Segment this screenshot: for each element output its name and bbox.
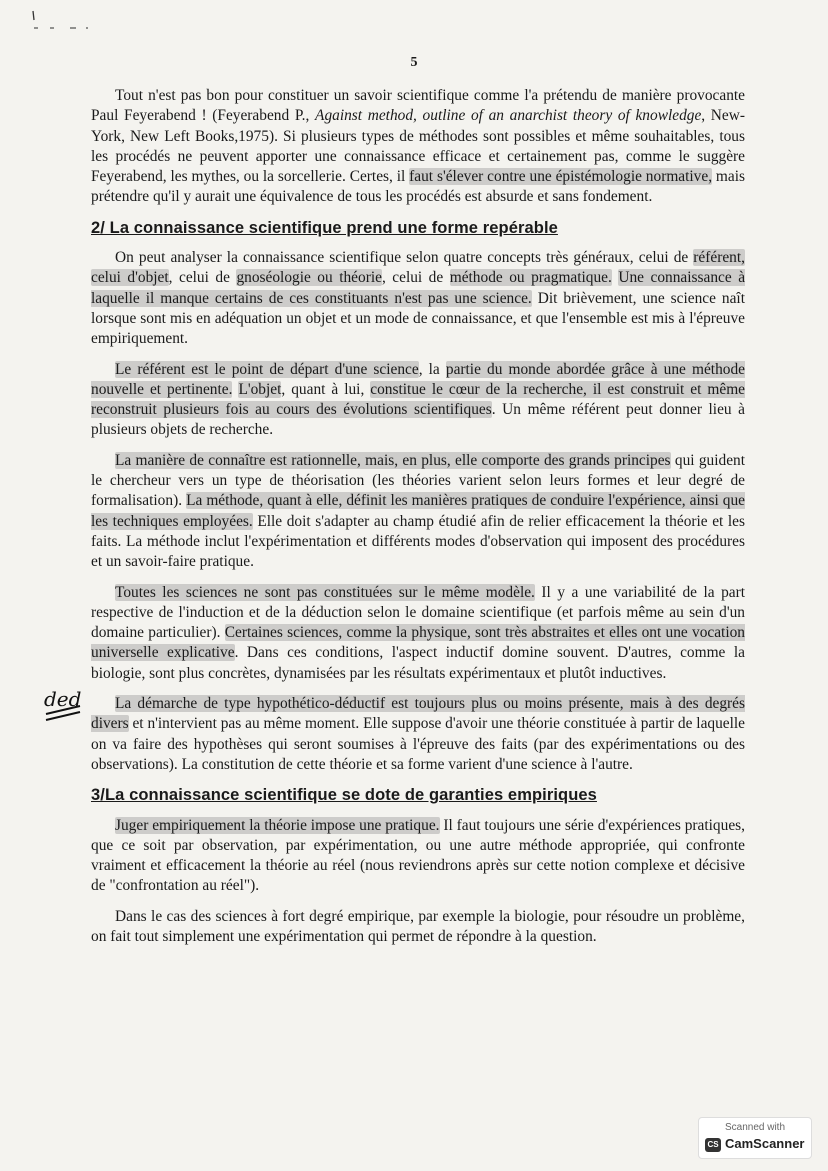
highlight: référent, [693, 249, 745, 267]
highlight: gnoséologie ou théorie [236, 269, 382, 287]
paragraph-hypothetico-deductif: La démarche de type hypothético-déductif est toujours plus ou moins présente, mais à des degrés divers et n'intervient pas au même moment. Elle suppose d'avoir une théorie constituée à partir de laquelle on va faire des hypothèses qui seront soumises à l'épreuve des faits (par des expérimentations ou des observations). La constitution de cette théorie et sa forme varient d'une science à l'autre. [91, 695, 745, 773]
highlight: faut s'élever contre une épistémologie normative, [409, 168, 713, 186]
paragraph-feyerabend: Tout n'est pas bon pour constituer un savoir scientifique comme l'a prétendu de manière provocante Paul Feyerabend ! (Feyerabend P., Against method, outline of an anarchist theory of knowledge, New-York, New Left Books,1975). Si plusieurs types de méthodes sont possibles et même souhaitables, tous les procédés ne peuvent apporter une connaissance efficace et certainement pas, comme le suggère Feyerabend, les mythes, ou la sorcellerie. Certes, il faut s'élever contre une épistémologie normative, mais prétendre qu'il y aurait une équivalence de tous les procédés est absurde et sans fondement. [91, 87, 745, 206]
paragraph-four-concepts: On peut analyser la connaissance scientifique selon quatre concepts très généraux, celui de référent, celui d'objet, celui de gnoséologie ou théorie, celui de méthode ou pragmatique. Une connaissance à laquelle il manque certains de ces constituants n'est pas une science. Dit brièvement, une science naît lorsque sont mis en adéquation un objet et un mode de connaissance, et que l'ensemble est mis à l'épreuve empiriquement. [91, 249, 746, 348]
highlight: constitue le cœur de la recherche, il est construit et même reconstruit plusieurs fois au cours des évolutions scientifiques [91, 380, 745, 419]
paragraph-biologie: Dans le cas des sciences à fort degré empirique, par exemple la biologie, pour résoudre un problème, on fait tout simplement une expérimentation qui permet de répondre à la question. [91, 907, 745, 945]
highlight: partie du monde abordée grâce à une méthode nouvelle et pertinente. [91, 360, 745, 398]
camscanner-logo-icon: CS [705, 1138, 721, 1152]
section-title-2: 2/ La connaissance scientifique prend une forme repérable [91, 218, 558, 237]
highlight: Certaines sciences, comme la physique, sont très abstraites et elles ont une vocation universelle explicative [91, 624, 746, 662]
camscanner-watermark [698, 1117, 812, 1159]
document-body [91, 86, 745, 957]
watermark-caption: Scanned with [724, 1122, 786, 1133]
highlight: La démarche de type hypothético-déductif est toujours plus ou moins présente, mais à des degrés divers [91, 695, 745, 733]
highlight: La manière de connaître est rationnelle, mais, en plus, elle comporte des grands principes [115, 451, 671, 469]
highlight: L'objet [238, 380, 282, 398]
watermark-brand: CamScanner [725, 1136, 805, 1151]
book-title: Against method, outline of an anarchist theory of knowledge [315, 107, 702, 125]
handwritten-margin-note [40, 684, 90, 724]
highlight: Une connaissance à laquelle il manque certains de ces constituants n'est pas une science. [91, 269, 746, 307]
highlight: Toutes les sciences ne sont pas constituées sur le même modèle. [115, 583, 535, 601]
section-title-3: 3/La connaissance scientifique se dote de garanties empiriques [91, 786, 597, 805]
scan-corner-mark [30, 8, 120, 32]
highlight: celui d'objet [91, 269, 169, 287]
paragraph-pratique: Juger empiriquement la théorie impose une pratique. Il faut toujours une série d'expériences pratiques, que ce soit par observation, par expérimentation, ou une autre méthode appropriée, qui confronte vraiment et efficacement la théorie au réel (nous reviendrons après sur cette notion complexe et décisive de "confrontation au réel"). [91, 816, 745, 895]
highlight: La méthode, quant à elle, définit les manières pratiques de conduire l'expérience, ainsi que les techniques employées. [91, 492, 745, 530]
highlight: méthode ou pragmatique. [449, 269, 612, 287]
margin-note-text: ded [44, 687, 82, 711]
page-number: 5 [410, 55, 418, 70]
highlight: Le référent est le point de départ d'une science [115, 360, 419, 378]
paragraph-modeles: Toutes les sciences ne sont pas constituées sur le même modèle. Il y a une variabilité de la part respective de l'induction et de la déduction selon le domaine scientifique (et parfois même au sein d'un domaine particulier). Certaines sciences, comme la physique, sont très abstraites et elles ont une vocation universelle explicative. Dans ces conditions, l'aspect inductif domine souvent. D'autres, comme la biologie, sont plus concrètes, dynamisées par les résultats expérimentaux et plutôt inductives. [91, 583, 746, 682]
highlight: Juger empiriquement la théorie impose une pratique. [115, 816, 440, 834]
paragraph-methode: La manière de connaître est rationnelle, mais, en plus, elle comporte des grands principes qui guident le chercheur vers un type de théorisation (les théories varient selon leurs formes et leur degré de formalisation). La méthode, quant à elle, définit les manières pratiques de conduire l'expérience, ainsi que les techniques employées. Elle doit s'adapter au champ étudié afin de relier efficacement la théorie et les faits. La méthode inclut l'expérimentation et différents modes d'observation qui imposent des procédures et un savoir-faire pratique. [91, 451, 746, 571]
paragraph-referent: Le référent est le point de départ d'une science, la partie du monde abordée grâce à une méthode nouvelle et pertinente. L'objet, quant à lui, constitue le cœur de la recherche, il est construit et même reconstruit plusieurs fois au cours des évolutions scientifiques. Un même référent peut donner lieu à plusieurs objets de recherche. [91, 360, 746, 439]
